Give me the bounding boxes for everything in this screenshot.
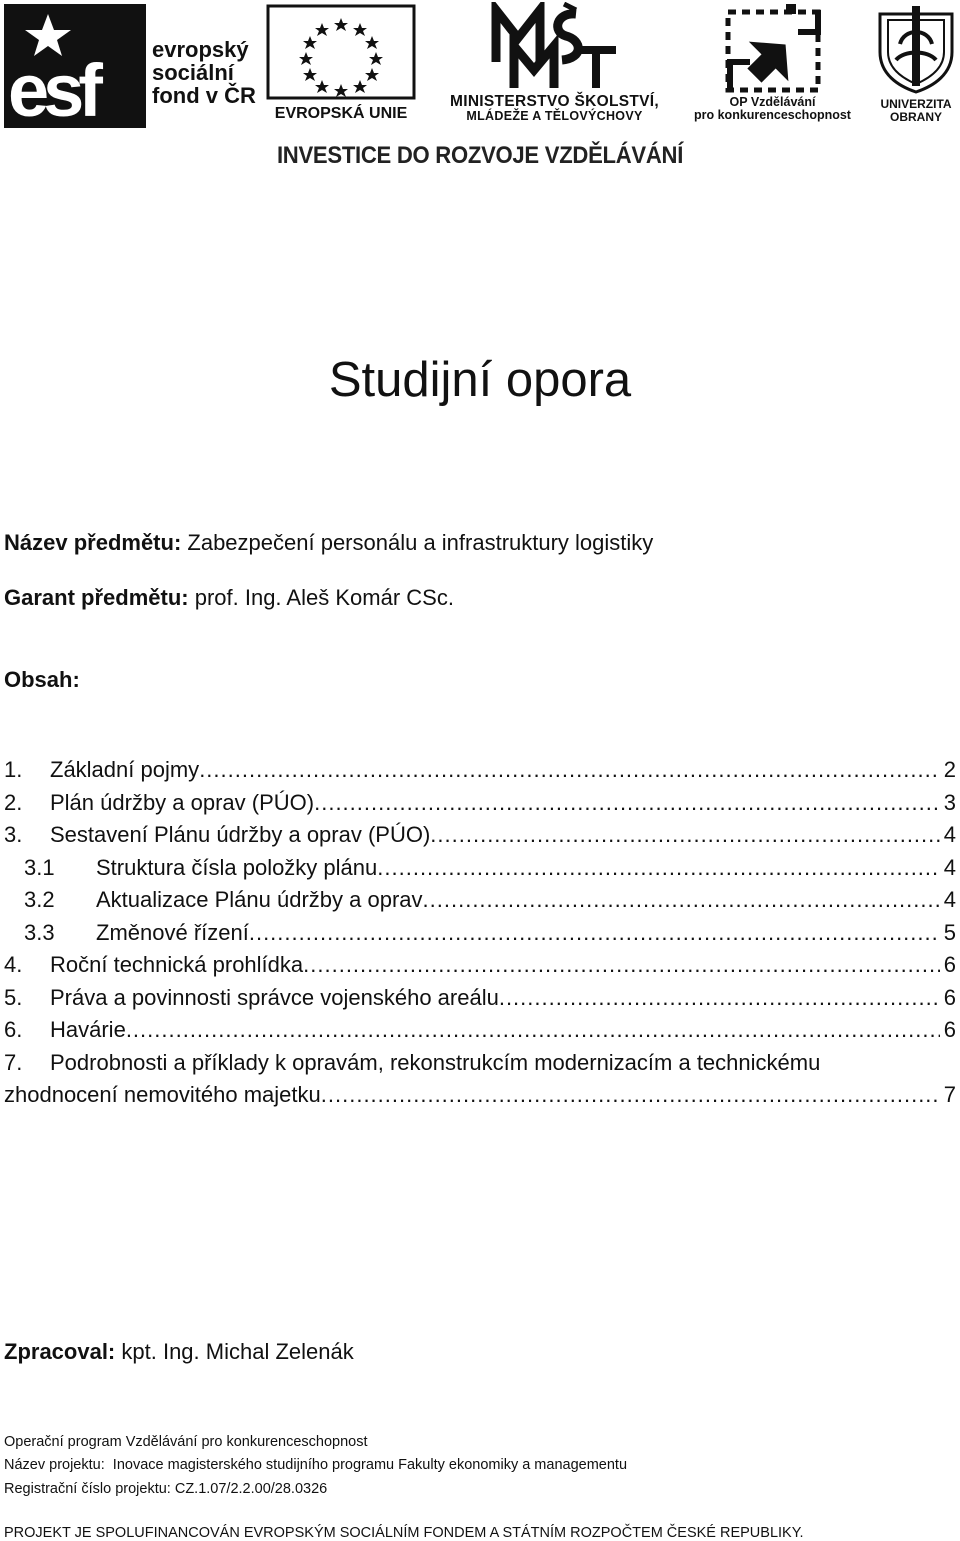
toc-label: Struktura čísla položky plánu xyxy=(96,854,378,880)
guarantor-line xyxy=(4,585,454,611)
prepared-by-label: Zpracoval: xyxy=(4,1339,116,1364)
esf-label-line1: evropský xyxy=(152,37,249,62)
table-of-contents xyxy=(4,757,956,1115)
toc-entry[interactable] xyxy=(4,757,956,790)
footer-cofinanced-notice: PROJEKT JE SPOLUFINANCOVÁN EVROPSKÝM SOCIÁLNÍM FONDEM A STÁTNÍM ROZPOČTEM ČESKÉ REPUBLIKY. xyxy=(4,1525,804,1541)
toc-leader-dots xyxy=(423,887,940,913)
toc-entry[interactable] xyxy=(4,1017,956,1050)
logo-header xyxy=(0,0,960,175)
toc-entry-continuation[interactable] xyxy=(4,1082,956,1115)
toc-number: 7. xyxy=(4,1049,23,1075)
msmt-logo xyxy=(426,2,681,126)
toc-label: Aktualizace Plánu údržby a oprav xyxy=(96,887,423,912)
op-label-line1: OP Vzdělávání xyxy=(729,95,816,109)
toc-label: Sestavení Plánu údržby a oprav (PÚO) xyxy=(50,822,431,847)
svg-text:esf: esf xyxy=(8,49,97,128)
subject-label: Název předmětu: xyxy=(4,530,182,555)
msmt-label-line1: MINISTERSTVO ŠKOLSTVÍ, xyxy=(450,93,659,110)
toc-leader-dots xyxy=(377,855,939,881)
subject-value: Zabezpečení personálu a infrastruktury logistiky xyxy=(181,530,654,555)
guarantor-label: Garant předmětu: xyxy=(4,585,189,610)
toc-page: 4 xyxy=(943,854,956,880)
op-label-line2: pro konkurenceschopnost xyxy=(694,108,851,123)
toc-leader-dots xyxy=(314,790,940,816)
toc-entry[interactable] xyxy=(4,790,956,823)
toc-entry[interactable] xyxy=(4,822,956,855)
op-vzdelavani-logo xyxy=(690,2,855,126)
prepared-by-value: kpt. Ing. Michal Zelenák xyxy=(115,1339,354,1364)
toc-leader-dots xyxy=(199,757,940,783)
document-title: Studijní opora xyxy=(328,353,632,407)
contents-heading: Obsah: xyxy=(4,667,80,692)
toc-number: 3.2 xyxy=(24,887,55,912)
header-slogan: INVESTICE DO ROZVOJE VZDĚLÁVÁNÍ xyxy=(276,142,684,169)
toc-label: Roční technická prohlídka xyxy=(50,952,304,977)
toc-page: 4 xyxy=(943,887,956,912)
msmt-label-line2: MLÁDEŽE A TĚLOVÝCHOVY xyxy=(466,109,643,124)
toc-label: Plán údržby a oprav (PÚO) xyxy=(50,789,315,815)
toc-page: 6 xyxy=(943,1017,956,1042)
toc-page: 7 xyxy=(943,1082,956,1107)
esf-label-line2: sociální xyxy=(152,60,234,86)
eu-flag-logo xyxy=(266,4,416,126)
toc-label: Havárie xyxy=(50,1017,126,1042)
toc-page: 2 xyxy=(943,757,956,782)
footer-project-name: Název projektu: Inovace magisterského studijního programu Fakulty ekonomiky a managementu xyxy=(4,1457,628,1473)
toc-number: 2. xyxy=(4,789,23,815)
prepared-by-line xyxy=(4,1339,354,1365)
toc-leader-dots xyxy=(499,985,940,1011)
toc-label-continued: zhodnocení nemovitého majetku xyxy=(4,1082,321,1107)
univerzita-obrany-logo xyxy=(874,4,958,128)
toc-page: 5 xyxy=(943,919,956,945)
esf-logo xyxy=(4,4,262,128)
unob-label-line1: UNIVERZITA xyxy=(880,97,952,111)
toc-label: Základní pojmy xyxy=(50,757,200,782)
toc-leader-dots xyxy=(303,952,940,978)
toc-leader-dots xyxy=(126,1017,940,1043)
toc-label: Práva a povinnosti správce vojenského areálu xyxy=(50,984,499,1010)
unob-label-line2: OBRANY xyxy=(889,109,942,124)
toc-number: 6. xyxy=(4,1017,23,1042)
footer-program: Operační program Vzdělávání pro konkurenceschopnost xyxy=(4,1434,368,1450)
toc-leader-dots xyxy=(321,1082,940,1108)
toc-label: Změnové řízení xyxy=(96,919,249,945)
toc-number: 3.3 xyxy=(24,919,55,945)
guarantor-value: prof. Ing. Aleš Komár CSc. xyxy=(188,585,454,610)
toc-number: 4. xyxy=(4,952,23,977)
toc-number: 3.1 xyxy=(24,854,55,880)
toc-leader-dots xyxy=(430,822,939,848)
toc-page: 4 xyxy=(943,822,956,847)
toc-number: 5. xyxy=(4,984,23,1010)
toc-entry[interactable] xyxy=(4,920,956,953)
toc-page: 6 xyxy=(943,952,956,977)
toc-number: 3. xyxy=(4,822,23,847)
toc-number: 1. xyxy=(4,757,23,782)
toc-entry[interactable] xyxy=(4,887,956,920)
toc-entry[interactable] xyxy=(4,855,956,888)
toc-page: 3 xyxy=(943,789,956,815)
toc-entry[interactable] xyxy=(4,1050,956,1083)
toc-page: 6 xyxy=(943,984,956,1010)
toc-entry[interactable] xyxy=(4,985,956,1018)
toc-label: Podrobnosti a příklady k opravám, rekonstrukcím modernizacím a technickému xyxy=(50,1049,821,1075)
esf-label-line3: fond v ČR xyxy=(152,83,256,109)
subject-line xyxy=(4,530,653,556)
eu-label: EVROPSKÁ UNIE xyxy=(274,105,408,122)
toc-leader-dots xyxy=(249,920,940,946)
toc-entry[interactable] xyxy=(4,952,956,985)
footer-registration-number: Registrační číslo projektu: CZ.1.07/2.2.00/28.0326 xyxy=(4,1481,328,1497)
